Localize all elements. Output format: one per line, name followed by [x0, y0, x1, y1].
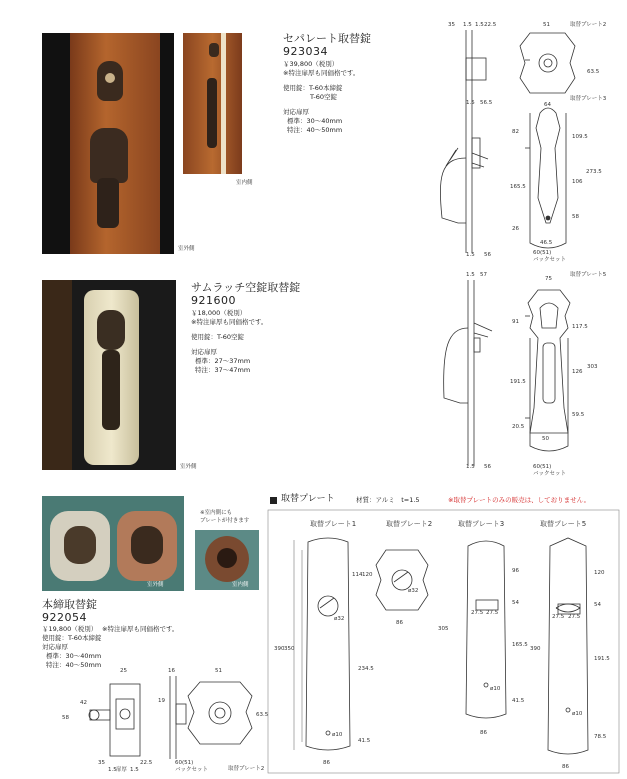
dim1-s15: 56	[484, 252, 491, 258]
inside-note: ※室内側にも	[200, 510, 233, 516]
p5-6: ø10	[572, 711, 583, 717]
plate-name-1: 取替プレート1	[310, 520, 357, 528]
drawing-separate	[430, 18, 620, 263]
p1-8: 86	[323, 760, 330, 766]
drawing-thumblatch	[430, 268, 620, 480]
dim1-s3: 56.5	[480, 100, 493, 106]
photo-label-outside-3: 室外側	[147, 582, 164, 588]
dim1-t0: 35	[448, 22, 455, 28]
photo-separate-inside	[183, 33, 242, 174]
product1-thickness-label: 対応扉厚	[283, 108, 309, 116]
dim3-t0: 25	[120, 668, 127, 674]
dim1-plate3: 取替プレート3	[570, 96, 607, 102]
p5-0: 390	[530, 646, 541, 652]
photo-separate-outside	[42, 33, 174, 254]
product2-thickness-label: 対応扉厚	[191, 348, 217, 356]
dim2-s6: 20.5	[512, 424, 525, 430]
product2-standard: 標準：27〜37mm	[195, 357, 251, 365]
product1-note: ※特注扉厚も同価格です。	[283, 69, 360, 77]
dim3-s5: 1.5	[108, 767, 117, 773]
product3-note: ※特注扉厚も同価格です。	[102, 625, 179, 633]
dim2-t2: 75	[545, 276, 552, 282]
dim1-plate2: 取替プレート2	[570, 22, 607, 28]
product2-price: ￥18,000（税別）	[191, 309, 247, 317]
dim1-s12: 60(51)	[533, 250, 552, 256]
p5-1: 120	[594, 570, 605, 576]
dim2-s1: 117.5	[572, 324, 588, 330]
p1-7: 41.5	[358, 738, 371, 744]
plate-name-3: 取替プレート3	[458, 520, 505, 528]
product3-usage: 使用錠：T-60本締錠	[42, 634, 102, 642]
dim1-s6: 165.5	[510, 184, 526, 190]
dim3-s10: バックセット	[175, 767, 209, 773]
p3-6: ø10	[490, 686, 501, 692]
photo-deadbolt-outside	[42, 496, 184, 591]
dim1-s14: 1.5	[466, 252, 475, 258]
product1-title: セパレート取替錠	[283, 32, 371, 45]
p5-7: 78.5	[594, 734, 607, 740]
dim3-s7: 1.5	[130, 767, 139, 773]
p5-8: 86	[562, 764, 569, 770]
p3-4: 54	[512, 600, 519, 606]
dim2-t0: 1.5	[466, 272, 475, 278]
dim2-plate5: 取替プレート5	[570, 272, 607, 278]
inside-note2: プレートが付きます	[200, 518, 250, 524]
plates-drawing	[268, 510, 620, 774]
dim3-s6: 扉厚	[116, 767, 128, 773]
dim1-s5: 109.5	[572, 134, 588, 140]
dim2-t1: 57	[480, 272, 487, 278]
p3-8: 86	[480, 730, 487, 736]
dim2-s7: 50	[542, 436, 549, 442]
p1-0: 390	[274, 646, 285, 652]
dim3-t1: 16	[168, 668, 175, 674]
p1-6: ø10	[332, 732, 343, 738]
dim3-t2: 51	[215, 668, 222, 674]
dim1-s7: 106	[572, 179, 583, 185]
dim3-s3: 63.5	[256, 712, 269, 718]
p5-4: 54	[594, 602, 601, 608]
dim1-s13: バックセット	[533, 257, 567, 263]
dim1-s2: 1.5	[466, 100, 475, 106]
dim1-t3: 22.5	[484, 22, 497, 28]
p5-2: 27.5	[552, 614, 565, 620]
dim3-s2: 19	[158, 698, 165, 704]
dim1-t2: 1.5	[475, 22, 484, 28]
dim1-s0: 63.5	[587, 69, 600, 75]
dim3-s1: 42	[80, 700, 87, 706]
dim1-s4: 82	[512, 129, 519, 135]
product1-usage2: T-60空錠	[310, 93, 337, 101]
dim2-s10: 1.5	[466, 464, 475, 470]
product2-usage: 使用錠：T-60空錠	[191, 333, 244, 341]
p1-2: 114	[352, 572, 363, 578]
dim2-s8: 60(51)	[533, 464, 552, 470]
product3-code: 922054	[42, 611, 87, 624]
p1-1: 350	[284, 646, 295, 652]
product2-special: 特注：37〜47mm	[195, 366, 251, 374]
p3-7: 41.5	[512, 698, 525, 704]
photo-label-inside-1: 室内側	[236, 180, 253, 186]
dim2-s9: バックセット	[533, 471, 567, 477]
dim3-s0: 58	[62, 715, 69, 721]
drawing-deadbolt	[60, 664, 270, 774]
product3-price: ￥19,800（税別）	[42, 625, 98, 633]
photo-label-outside-2: 室外側	[180, 464, 197, 470]
heading-square	[270, 497, 277, 504]
product1-standard: 標準：30〜40mm	[287, 117, 343, 125]
product3-title: 本締取替錠	[42, 598, 97, 611]
p3-0: 305	[438, 626, 449, 632]
dim1-t1: 1.5	[463, 22, 472, 28]
photo-thumblatch-outside	[42, 280, 176, 470]
plate-name-2: 取替プレート2	[386, 520, 433, 528]
product1-usage: 使用錠：T-60本締錠	[283, 84, 343, 92]
dim3-s11: 取替プレート2	[228, 766, 265, 772]
dim1-s11: 46.5	[540, 240, 553, 246]
dim1-s9: 58	[572, 214, 579, 220]
plates-heading: 取替プレート	[281, 494, 335, 504]
dim2-s2: 126	[572, 369, 583, 375]
dim1-s10: 26	[512, 226, 519, 232]
dim2-s5: 59.5	[572, 412, 585, 418]
plates-warning: ※取替プレートのみの販売は、しておりません。	[448, 496, 591, 504]
product3-special: 特注：40〜50mm	[46, 661, 102, 669]
plate-name-5: 取替プレート5	[540, 520, 587, 528]
p3-3: 27.5	[486, 610, 499, 616]
p5-5: 191.5	[594, 656, 610, 662]
dim3-s8: 22.5	[140, 760, 153, 766]
plates-material: 材質：アルミ t=1.5	[356, 496, 420, 504]
p3-2: 27.5	[471, 610, 484, 616]
product1-price: ￥39,800（税別）	[283, 60, 339, 68]
dim2-s3: 303	[587, 364, 598, 370]
product2-title: サムラッチ空錠取替錠	[191, 281, 301, 294]
photo-deadbolt-inside	[195, 530, 259, 590]
p3-1: 96	[512, 568, 519, 574]
product1-special: 特注：40〜50mm	[287, 126, 343, 134]
product2-note: ※特注扉厚も同価格です。	[191, 318, 268, 326]
p2-0: ø32	[408, 588, 419, 594]
p5-3: 27.5	[568, 614, 581, 620]
dim2-s0: 91	[512, 319, 519, 325]
photo-label-outside-1: 室外側	[178, 246, 195, 252]
product1-code: 923034	[283, 45, 328, 58]
dim3-s4: 35	[98, 760, 105, 766]
p2-1: 86	[396, 620, 403, 626]
photo-label-inside-3: 室内側	[232, 582, 249, 588]
product2-code: 921600	[191, 294, 236, 307]
dim1-s1: 64	[544, 102, 551, 108]
product3-standard: 標準：30〜40mm	[46, 652, 102, 660]
p1-3: 120	[362, 572, 373, 578]
p3-5: 165.5	[512, 642, 528, 648]
dim2-s4: 191.5	[510, 379, 526, 385]
p1-5: 234.5	[358, 666, 374, 672]
product3-thickness-label: 対応扉厚	[42, 643, 68, 651]
dim1-t4: 51	[543, 22, 550, 28]
p1-4: ø32	[334, 616, 345, 622]
dim2-s11: 56	[484, 464, 491, 470]
dim1-s8: 273.5	[586, 169, 602, 175]
dim3-s9: 60(51)	[175, 760, 194, 766]
